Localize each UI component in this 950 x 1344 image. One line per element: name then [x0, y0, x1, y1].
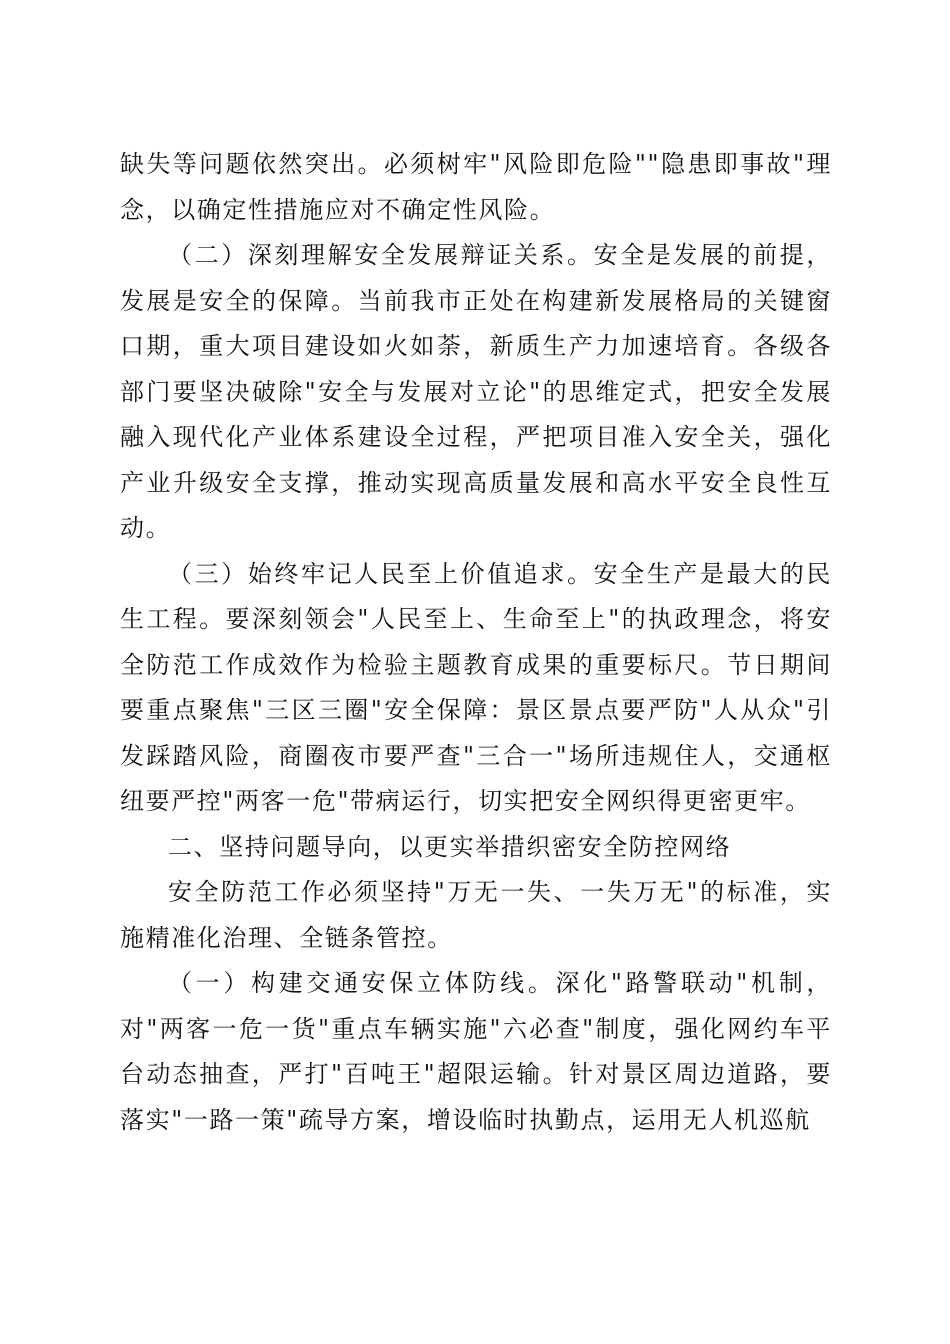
paragraph-text: 缺失等问题依然突出。必须树牢"风险即危险""隐患即事故"理念，以确定性措施应对不确定性风险。: [120, 150, 832, 224]
paragraph-text: 安全防范工作必须坚持"万无一失、一失万无"的标准，实施精准化治理、全链条管控。: [120, 878, 832, 952]
paragraph-continuation: [120, 142, 832, 233]
paragraph-lead: （三）始终牢记人民至上价值追求。: [168, 559, 594, 588]
paragraph-lead: （一）构建交通安保立体防线。: [168, 969, 556, 997]
paragraph-text: 深化"路警联动"机制，对"两客一危一货"重点车辆实施"六必查"制度，强化网约车平台动态抽查，严打"百吨王"超限运输。针对景区周边道路，要落实"一路一策"疏导方案，增设临时执勤点，运用无人机巡航: [120, 969, 832, 1134]
paragraph-intro: [120, 870, 832, 961]
section-heading: 二、坚持问题导向，以更实举措织密安全防控网络: [168, 832, 732, 861]
paragraph-section-2: [120, 233, 832, 552]
paragraph-text: 安全生产是最大的民生工程。要深刻领会"人民至上、生命至上"的执政理念，将安全防范工作成效作为检验主题教育成果的重要标尺。节日期间要重点聚焦"三区三圈"安全保障：景区景点要严防"人从众"引发踩踏风险，商圈夜市要严查"三合一"场所违规住人，交通枢纽要严控"两客一危"带病运行，切实把安全网织得更密更牢。: [120, 559, 832, 815]
paragraph-subsection-1: [120, 961, 832, 1143]
paragraph-lead: （二）深刻理解安全发展辩证关系。: [168, 241, 594, 269]
paragraph-text: 安全是发展的前提，发展是安全的保障。当前我市正处在构建新发展格局的关键窗口期，重大项目建设如火如荼，新质生产力加速培育。各级各部门要坚决破除"安全与发展对立论"的思维定式，把安全发展融入现代化产业体系建设全过程，严把项目准入安全关，强化产业升级安全支撑，推动实现高质量发展和高水平安全良性互动。: [120, 241, 832, 542]
document-body: [120, 142, 832, 1143]
paragraph-section-3: [120, 552, 832, 825]
